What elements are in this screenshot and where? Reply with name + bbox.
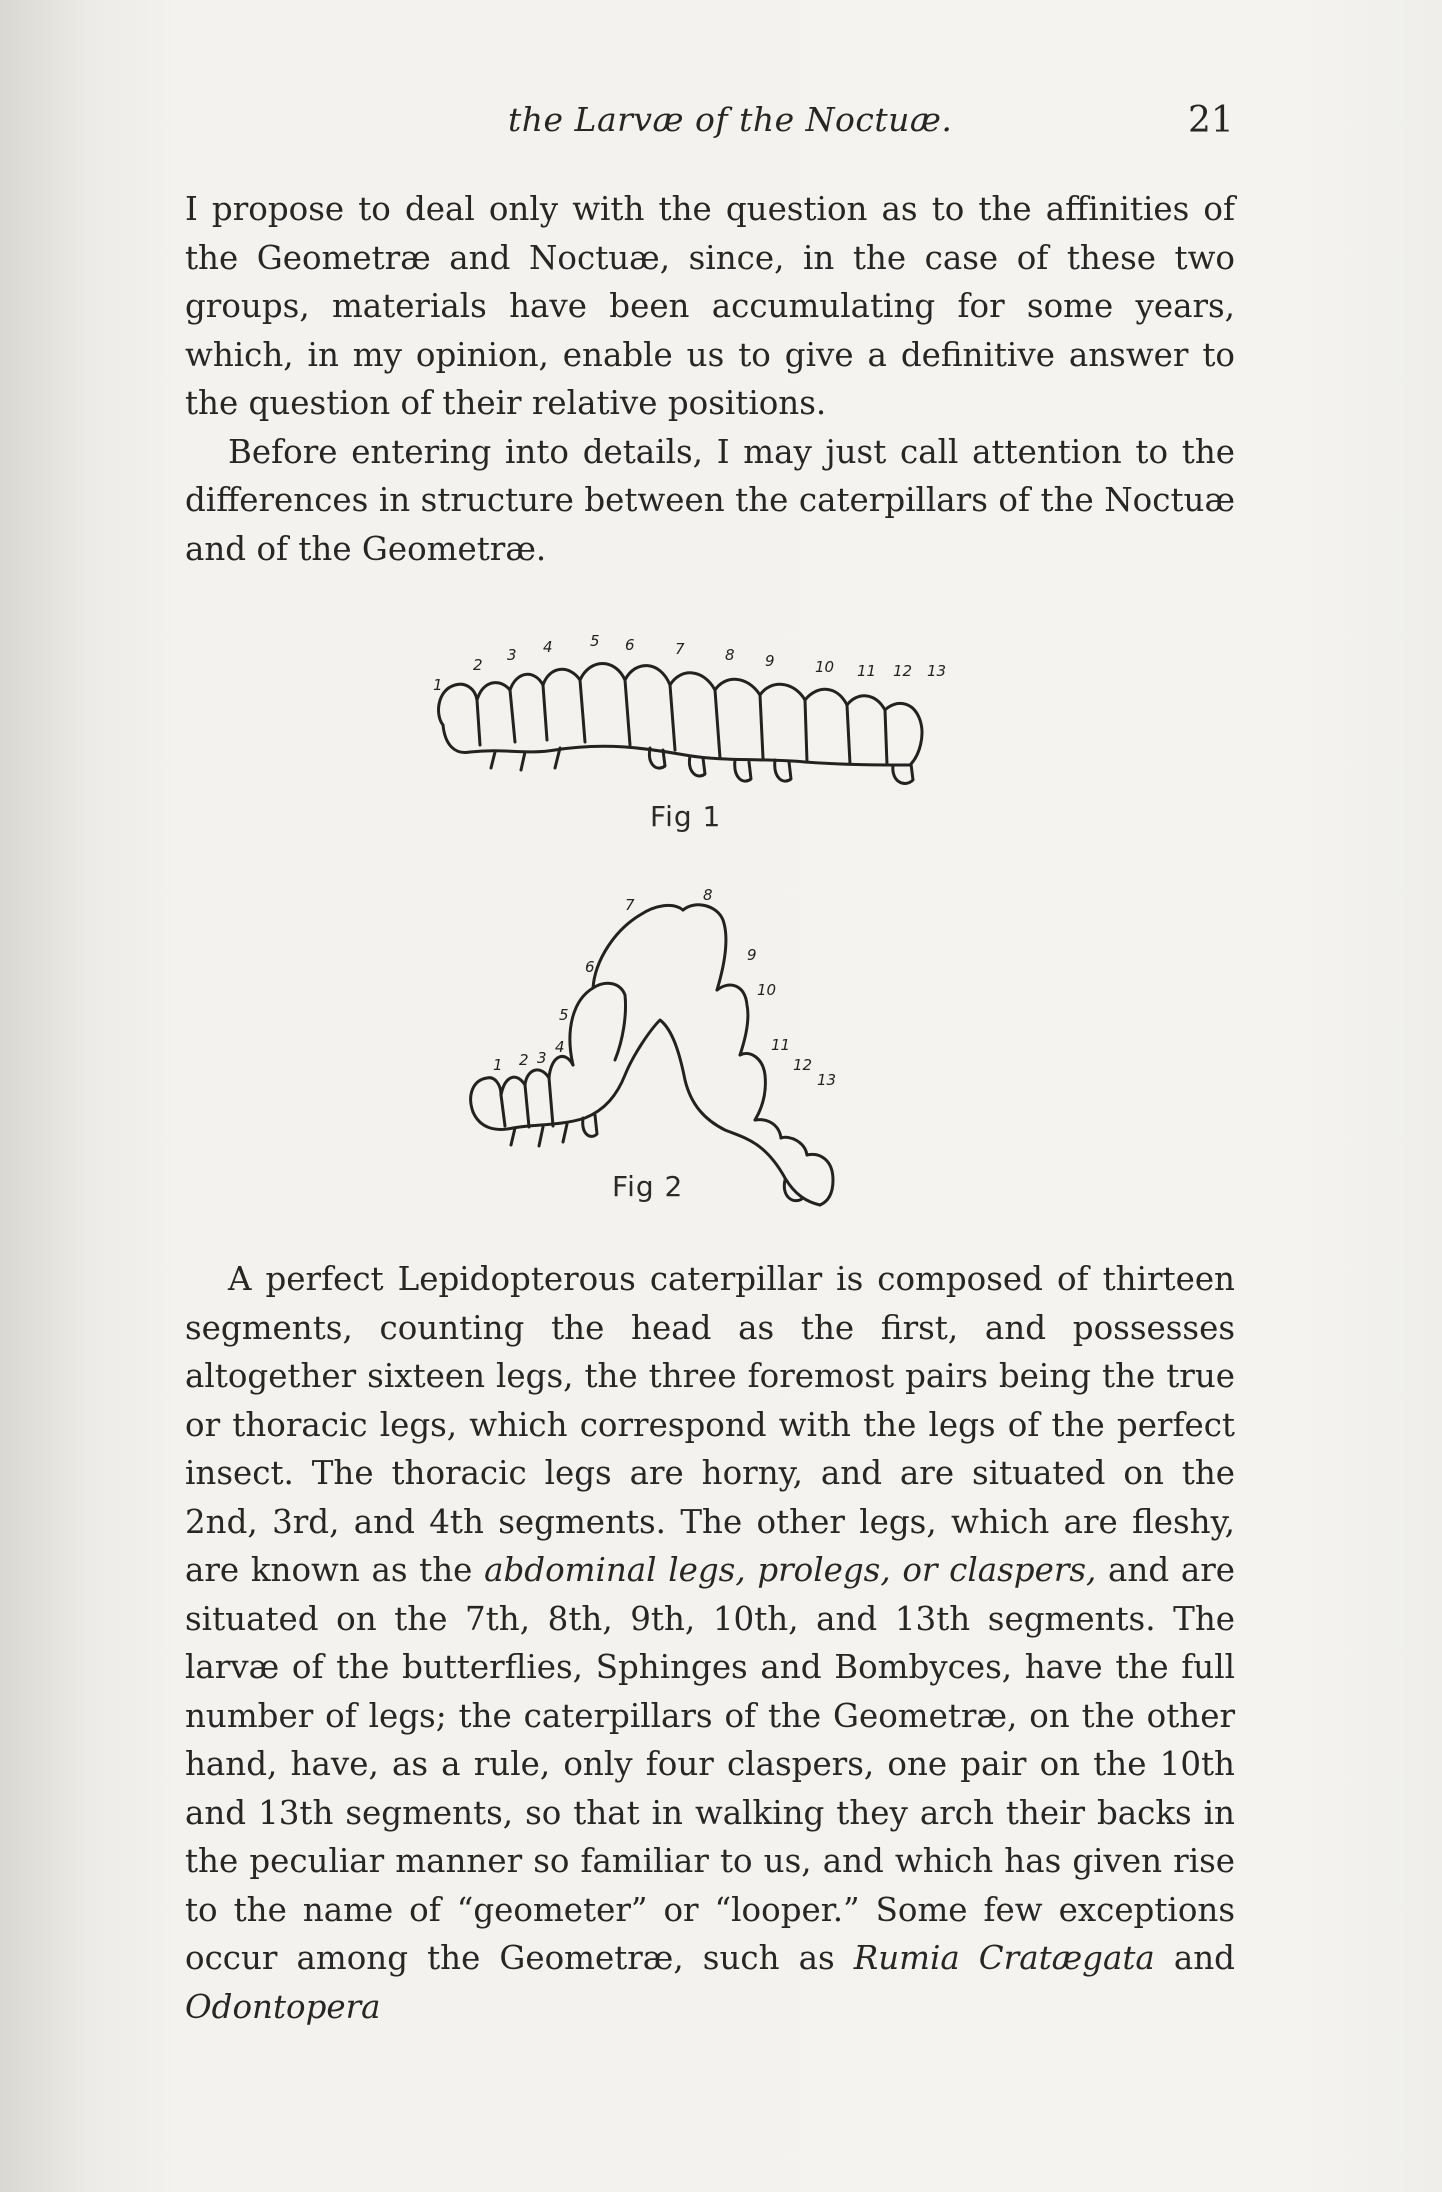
segment-label: 12 — [793, 1056, 813, 1074]
running-head — [0, 100, 1442, 150]
figure-1-noctua-caterpillar — [425, 630, 1025, 880]
segment-label: 4 — [543, 638, 553, 656]
leg-terms: abdominal legs, prolegs, or claspers, — [484, 1551, 1097, 1589]
segment-label: 8 — [725, 646, 735, 664]
segment-label: 2 — [519, 1051, 529, 1069]
segment-numbers — [493, 886, 836, 1089]
segment-label: 13 — [927, 662, 947, 680]
figure-2-geometer-caterpillar — [455, 880, 975, 1210]
segment-label: 6 — [585, 958, 595, 976]
segment-label: 7 — [675, 640, 685, 658]
segment-label: 10 — [815, 658, 835, 676]
species-name-rumia: Rumia Cratægata — [853, 1939, 1155, 1977]
figure-1-caption: Fig 1 — [650, 800, 722, 833]
segment-label: 12 — [893, 662, 913, 680]
paragraph-2: Before entering into details, I may just call attention to the differences in structure between the caterpillars of the Noctuæ and of the Geometræ. — [185, 432, 1235, 568]
segment-label: 10 — [757, 981, 777, 999]
figure-2-caption: Fig 2 — [612, 1170, 684, 1203]
segment-label: 7 — [625, 896, 635, 914]
conjunction: and — [1154, 1939, 1235, 1977]
segment-numbers — [433, 632, 946, 694]
paragraph-3-part-2: and are situated on the 7th, 8th, 9th, 10th, and 13th segments. The larvæ of the butterflies, Sphinges and Bombyces, have the full number of legs; the caterpillars of the Geometræ, on the other hand, have, as a rule, only four claspers, one pair on the 10th and 13th segments, so that in walking they arch their backs in the peculiar manner so familiar to us, and which has given rise to the name of “geometer” or “looper.” Some few exceptions occur among the Geometræ, such as — [185, 1551, 1235, 1977]
segment-label: 9 — [765, 652, 775, 670]
paragraph-3-part-1: A perfect Lepidopterous caterpillar is composed of thirteen segments, counting the head as the first, and possesses altogether sixteen legs, the three foremost pairs being the true or thoracic legs, which correspond with the legs of the perfect insect. The thoracic legs are horny, and are situated on the 2nd, 3rd, and 4th segments. The other legs, which are fleshy, are known as the — [185, 1260, 1235, 1589]
species-name-odontopera: Odontopera — [185, 1987, 381, 2026]
segment-label: 4 — [555, 1038, 565, 1056]
segment-label: 13 — [817, 1071, 837, 1089]
main-text — [185, 1255, 1235, 2031]
caterpillar-body-outline — [439, 664, 922, 766]
paragraph-1: I propose to deal only with the question as to the affinities of the Geometræ and Noctuæ, since, in the case of these two groups, materials have been accumulating for some years, which, in my opinion, enable us to give a definitive answer to the question of their relative positions. — [185, 190, 1235, 422]
segment-label: 3 — [537, 1049, 547, 1067]
segment-label: 6 — [625, 636, 635, 654]
segment-label: 2 — [473, 656, 483, 674]
segment-label: 5 — [590, 632, 600, 650]
page-number: 21 — [1188, 100, 1234, 141]
running-title: the Larvæ of the Noctuæ. — [508, 100, 953, 139]
segment-label: 11 — [771, 1036, 791, 1054]
segment-label: 1 — [433, 676, 443, 694]
segment-label: 9 — [747, 946, 757, 964]
segment-label: 1 — [493, 1056, 503, 1074]
segment-label: 8 — [703, 886, 713, 904]
intro-text — [185, 185, 1235, 573]
segment-label: 5 — [559, 1006, 569, 1024]
segment-label: 3 — [507, 646, 517, 664]
segment-label: 11 — [857, 662, 877, 680]
paragraph-3 — [185, 1255, 1235, 2031]
